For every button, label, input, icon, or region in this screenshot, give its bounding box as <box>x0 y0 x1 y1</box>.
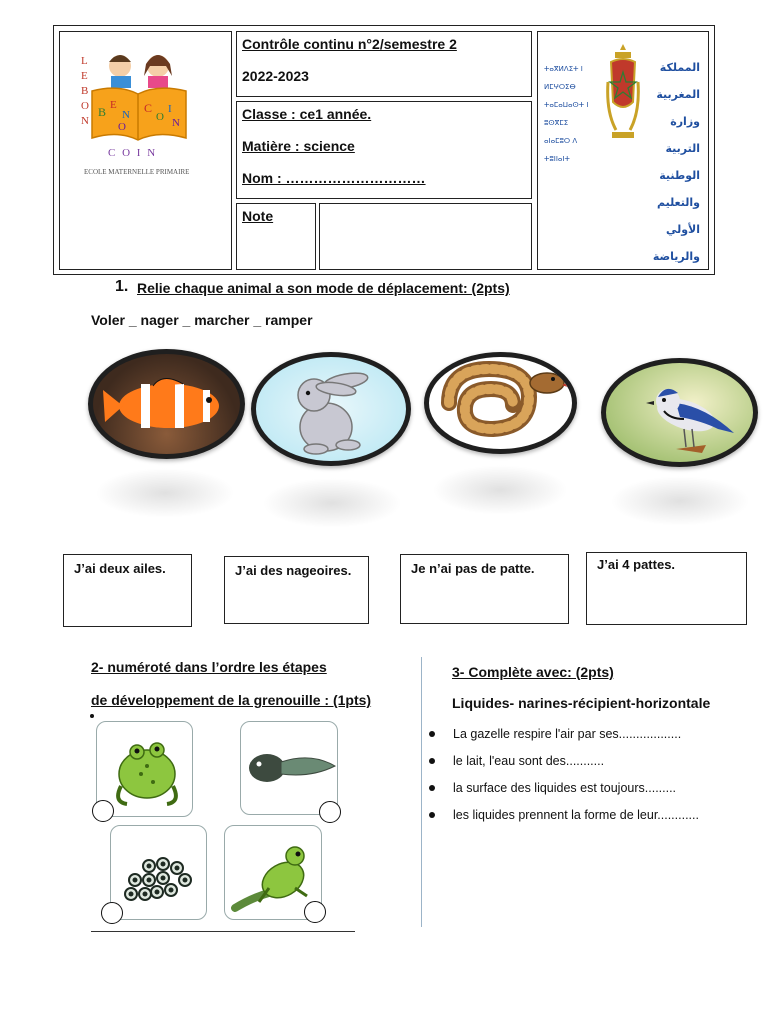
svg-text:O: O <box>118 121 126 133</box>
logo-letter: N <box>81 115 89 127</box>
clownfish-icon <box>93 354 240 454</box>
tifinagh-line: ⴰⵏⴰⵎⵓⵔ ⴷ ⵜⵓⵏⵏⴰⵏⵜ <box>544 137 578 163</box>
logo-school-name: ECOLE MATERNELLE PRIMAIRE <box>84 168 190 176</box>
svg-text:O: O <box>156 111 164 123</box>
note-label-cell <box>236 203 316 270</box>
rabbit-shadow <box>262 478 402 528</box>
blue-jay-icon <box>606 363 753 462</box>
q2-bottom-rule <box>91 931 355 932</box>
student-info-cell <box>236 101 532 199</box>
logo-side-letters: L <box>81 55 88 67</box>
label-wings: J’ai deux ailes. <box>74 561 166 576</box>
q3-item[interactable] <box>429 727 681 741</box>
stray-mark <box>90 714 94 718</box>
moroccan-coat-of-arms-icon <box>606 42 640 162</box>
order-circle-eggs[interactable] <box>101 902 123 924</box>
label-no-legs: Je n’ai pas de patte. <box>411 561 535 576</box>
label-four-legs: J’ai 4 pattes. <box>597 557 676 572</box>
q3-item[interactable] <box>429 754 604 768</box>
logo-letter: B <box>81 85 89 97</box>
matiere-label: Matière : science <box>242 138 355 154</box>
label-fins: J’ai des nageoires. <box>235 563 352 578</box>
tifinagh-line: ⵜⴰⵎⴰⵡⴰⵙⵜ ⵏ ⵓⵙⴳⵎⵉ <box>544 101 589 127</box>
svg-text:I: I <box>168 103 172 115</box>
arabic-line: وزارة التربية الوطنية <box>659 115 700 182</box>
tifinagh-line: ⵜⴰⴳⵍⴷⵉⵜ ⵏ ⵍⵎⵖⵔⵉⴱ <box>544 65 583 91</box>
school-logo <box>78 46 198 181</box>
fish-image <box>88 349 245 459</box>
q2-title-line2: de développement de la grenouille : (1pts) <box>91 692 372 708</box>
q3-item-text: la surface des liquides est toujours......... <box>453 781 677 795</box>
arabic-line: والتعليم الأولي والرياضة <box>652 196 700 263</box>
q1-title: Relie chaque animal a son mode de déplacement: (2pts) <box>137 280 510 296</box>
q3-words: Liquides- narines-récipient-horizontale <box>452 695 711 711</box>
note-label: Note <box>242 208 274 224</box>
q1-number: 1. <box>115 278 129 295</box>
svg-text:C: C <box>144 101 153 115</box>
rabbit-icon <box>256 357 406 461</box>
bird-image <box>601 358 758 467</box>
book-icon <box>92 88 186 140</box>
fish-shadow <box>95 468 235 518</box>
logo-letter: E <box>81 70 88 82</box>
svg-text:N: N <box>122 109 130 121</box>
note-value-cell[interactable] <box>319 203 532 270</box>
label-box-no-legs[interactable] <box>400 554 569 624</box>
school-logo-cell <box>59 31 232 270</box>
q3-title: 3- Complète avec: (2pts) <box>452 664 614 680</box>
bird-shadow <box>610 476 750 526</box>
rabbit-image <box>251 352 411 466</box>
q3-item-text: La gazelle respire l'air par ses.................. <box>453 727 682 741</box>
svg-text:E: E <box>110 99 117 111</box>
title-cell <box>236 31 532 97</box>
q3-item-text: les liquides prennent la forme de leur............ <box>453 808 699 822</box>
q3-item[interactable] <box>429 781 676 795</box>
tadpole-icon <box>241 722 337 814</box>
ministry-tifinagh <box>544 60 600 168</box>
order-circle-tadpole[interactable] <box>319 801 341 823</box>
snake-icon <box>429 357 572 449</box>
ministry-logo-cell <box>537 31 709 270</box>
frog-eggs-icon <box>111 826 206 919</box>
logo-letter: O <box>81 100 89 112</box>
label-box-wings[interactable] <box>63 554 192 627</box>
arabic-line: المملكة المغربية <box>656 61 700 101</box>
label-box-four-legs[interactable] <box>586 552 747 625</box>
nom-field[interactable]: Nom : ………………………… <box>242 170 426 186</box>
logo-coin-text: C O I N <box>108 147 158 159</box>
q3-item-text: le lait, l'eau sont des........... <box>453 754 605 768</box>
classe-label: Classe : ce1 année. <box>242 106 372 122</box>
control-title: Contrôle continu n°2/semestre 2 <box>242 36 457 52</box>
adult-frog-icon <box>97 722 192 816</box>
snake-shadow <box>432 465 568 515</box>
school-year: 2022-2023 <box>242 68 309 84</box>
q3-item[interactable] <box>429 808 699 822</box>
order-circle-froglet[interactable] <box>304 901 326 923</box>
q2-title-line1: 2- numéroté dans l’ordre les étapes <box>91 659 327 675</box>
bullet-icon <box>429 731 435 737</box>
tadpole-card <box>240 721 338 815</box>
snake-image <box>424 352 577 454</box>
ministry-arabic <box>636 54 700 270</box>
eggs-card <box>110 825 207 920</box>
column-divider <box>421 657 422 927</box>
q1-words: Voler _ nager _ marcher _ ramper <box>91 312 313 328</box>
bullet-icon <box>429 785 435 791</box>
bullet-icon <box>429 758 435 764</box>
svg-text:N: N <box>172 117 180 129</box>
label-box-fins[interactable] <box>224 556 369 624</box>
order-circle-adult[interactable] <box>92 800 114 822</box>
bullet-icon <box>429 812 435 818</box>
svg-text:B: B <box>98 105 107 119</box>
